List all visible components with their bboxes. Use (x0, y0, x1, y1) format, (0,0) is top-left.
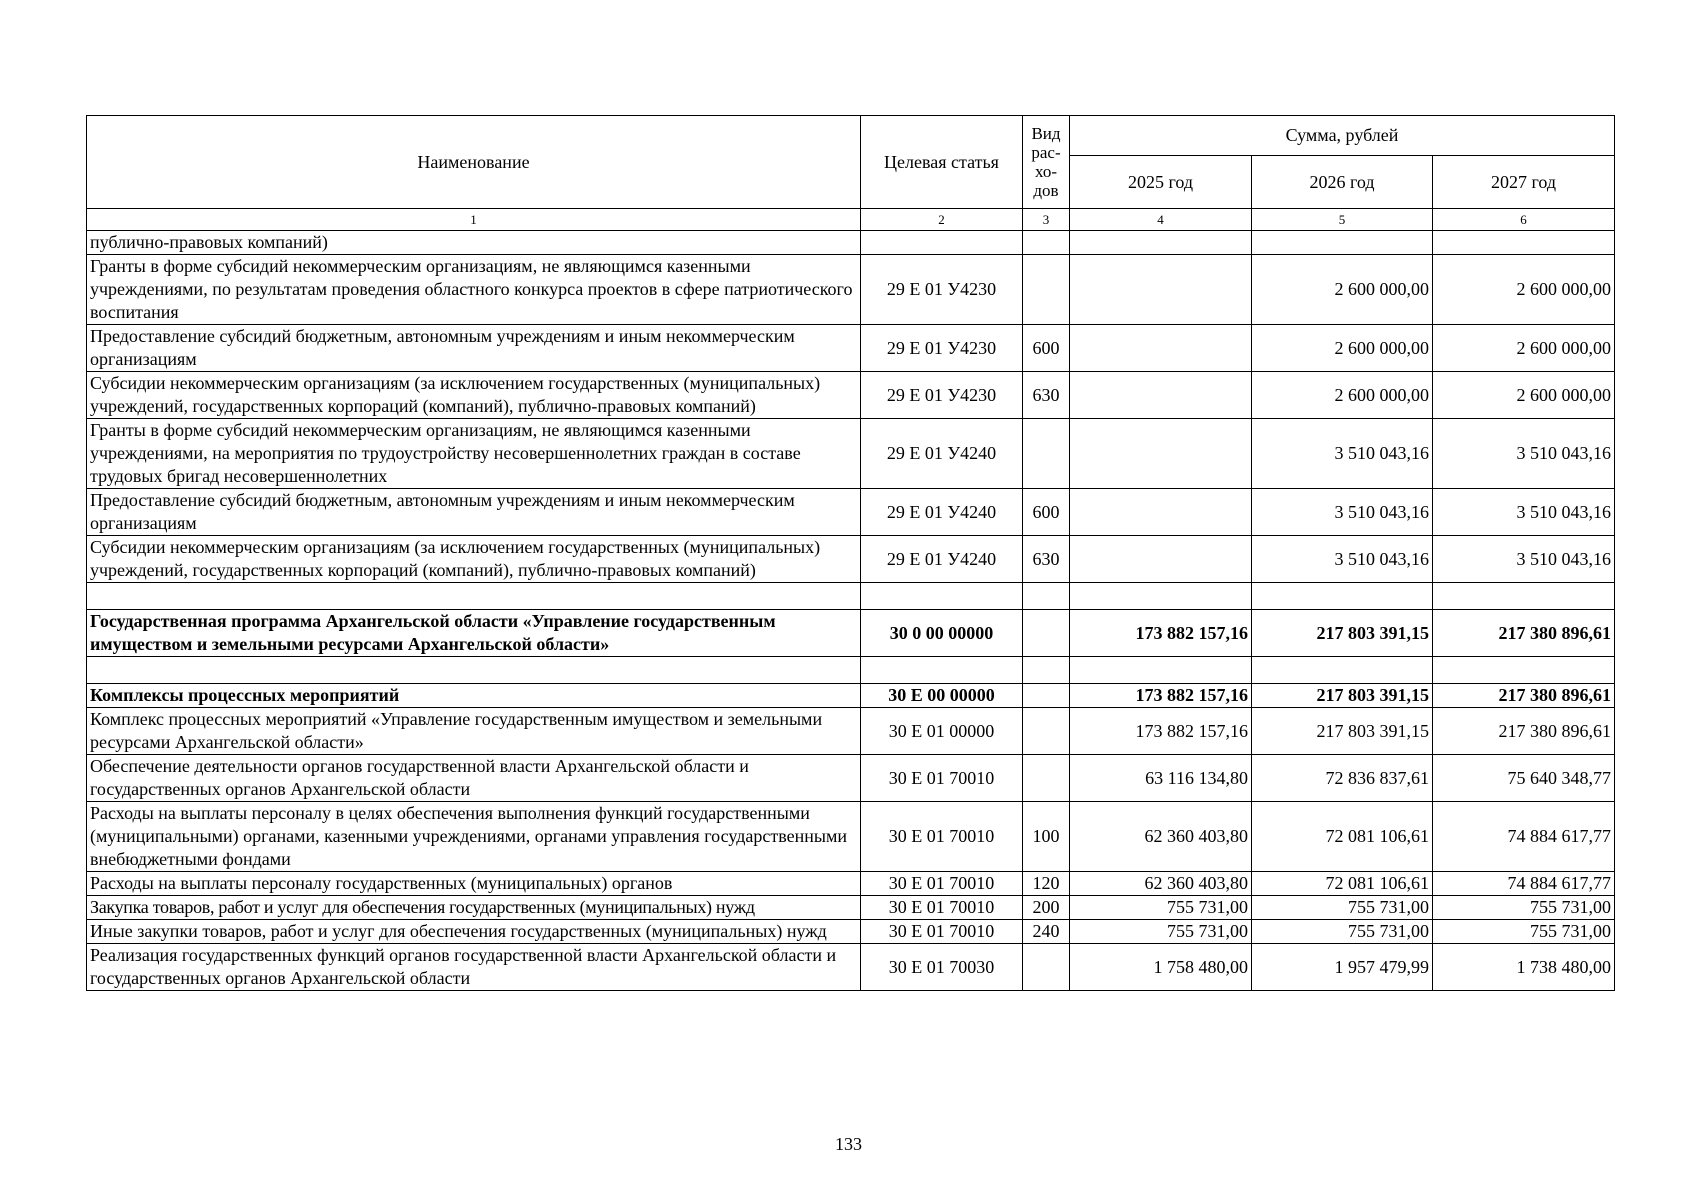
row-sum-2025: 1 758 480,00 (1070, 944, 1252, 991)
row-code: 29 Е 01 У4240 (861, 489, 1023, 536)
row-code: 30 Е 01 70010 (861, 872, 1023, 896)
row-sum-2027 (1433, 657, 1615, 684)
row-sum-2026: 2 600 000,00 (1252, 372, 1433, 419)
row-sum-2025 (1070, 583, 1252, 610)
row-code: 29 Е 01 У4240 (861, 536, 1023, 583)
row-kind (1023, 944, 1070, 991)
row-sum-2025: 173 882 157,16 (1070, 610, 1252, 657)
row-sum-2027: 74 884 617,77 (1433, 802, 1615, 872)
row-sum-2025: 755 731,00 (1070, 920, 1252, 944)
row-name (87, 657, 861, 684)
row-sum-2027 (1433, 583, 1615, 610)
row-name: Гранты в форме субсидий некоммерческим организациям, не являющимся казенными учреждениями, на мероприятия по трудоустройству несовершеннолетних граждан в составе трудовых бригад несовершеннолетних (87, 419, 861, 489)
row-name: Комплексы процессных мероприятий (87, 684, 861, 708)
row-name: Гранты в форме субсидий некоммерческим организациям, не являющимся казенными учреждениями, по результатам проведения областного конкурса проектов в сфере патриотического воспитания (87, 255, 861, 325)
table-row (87, 708, 1615, 755)
row-code (861, 231, 1023, 255)
row-sum-2025: 63 116 134,80 (1070, 755, 1252, 802)
row-sum-2026: 3 510 043,16 (1252, 536, 1433, 583)
row-sum-2026: 755 731,00 (1252, 896, 1433, 920)
row-kind: 630 (1023, 536, 1070, 583)
row-name: Реализация государственных функций органов государственной власти Архангельской области и государственных органов Архангельской области (87, 944, 861, 991)
row-sum-2025 (1070, 231, 1252, 255)
table-row (87, 231, 1615, 255)
empty-row (87, 583, 1615, 610)
column-number: 4 (1070, 209, 1252, 231)
row-kind (1023, 231, 1070, 255)
row-name: Закупка товаров, работ и услуг для обеспечения государственных (муниципальных) нужд (87, 896, 861, 920)
row-kind (1023, 657, 1070, 684)
table-row (87, 325, 1615, 372)
row-code: 29 Е 01 У4230 (861, 325, 1023, 372)
row-code (861, 583, 1023, 610)
row-code (861, 657, 1023, 684)
row-code: 30 0 00 00000 (861, 610, 1023, 657)
row-sum-2027: 217 380 896,61 (1433, 708, 1615, 755)
row-sum-2026: 3 510 043,16 (1252, 419, 1433, 489)
row-sum-2027 (1433, 231, 1615, 255)
table-row (87, 755, 1615, 802)
row-kind: 120 (1023, 872, 1070, 896)
row-sum-2025: 173 882 157,16 (1070, 684, 1252, 708)
row-kind (1023, 583, 1070, 610)
row-sum-2026: 72 836 837,61 (1252, 755, 1433, 802)
row-name: Государственная программа Архангельской области «Управление государственным имуществом и земельными ресурсами Архангельской области» (87, 610, 861, 657)
row-name: Расходы на выплаты персоналу в целях обеспечения выполнения функций государственными (муниципальными) органами, казенными учреждениями, органами управления государственными внебюджетными фондами (87, 802, 861, 872)
row-sum-2025: 62 360 403,80 (1070, 802, 1252, 872)
row-sum-2025: 755 731,00 (1070, 896, 1252, 920)
header-expense-kind: Вид рас- хо- дов (1023, 116, 1070, 209)
row-name (87, 583, 861, 610)
row-code: 30 Е 01 70010 (861, 755, 1023, 802)
row-sum-2027: 755 731,00 (1433, 920, 1615, 944)
row-name: Предоставление субсидий бюджетным, автономным учреждениям и иным некоммерческим организациям (87, 489, 861, 536)
row-sum-2025 (1070, 489, 1252, 536)
table-row (87, 489, 1615, 536)
table-row (87, 896, 1615, 920)
row-sum-2025: 173 882 157,16 (1070, 708, 1252, 755)
row-sum-2027: 2 600 000,00 (1433, 255, 1615, 325)
row-sum-2026: 217 803 391,15 (1252, 684, 1433, 708)
row-kind: 630 (1023, 372, 1070, 419)
column-number: 3 (1023, 209, 1070, 231)
row-sum-2027: 2 600 000,00 (1433, 325, 1615, 372)
row-sum-2027: 2 600 000,00 (1433, 372, 1615, 419)
empty-row (87, 657, 1615, 684)
row-sum-2026: 217 803 391,15 (1252, 610, 1433, 657)
row-code: 29 Е 01 У4230 (861, 372, 1023, 419)
row-sum-2026 (1252, 231, 1433, 255)
row-sum-2025 (1070, 657, 1252, 684)
row-kind: 100 (1023, 802, 1070, 872)
row-sum-2025 (1070, 255, 1252, 325)
row-sum-2026: 3 510 043,16 (1252, 489, 1433, 536)
table-row (87, 872, 1615, 896)
table-row (87, 920, 1615, 944)
header-year-2025: 2025 год (1070, 156, 1252, 209)
page-number: 133 (835, 1134, 862, 1154)
row-sum-2027: 217 380 896,61 (1433, 610, 1615, 657)
row-name: Иные закупки товаров, работ и услуг для обеспечения государственных (муниципальных) нужд (87, 920, 861, 944)
table-row (87, 255, 1615, 325)
row-code: 30 Е 01 70010 (861, 920, 1023, 944)
row-name: Субсидии некоммерческим организациям (за исключением государственных (муниципальных) учреждений, государственных корпораций (компаний), публично-правовых компаний) (87, 372, 861, 419)
budget-table (86, 115, 1615, 991)
row-sum-2026 (1252, 583, 1433, 610)
row-kind (1023, 255, 1070, 325)
row-kind: 600 (1023, 325, 1070, 372)
row-kind (1023, 684, 1070, 708)
column-number: 5 (1252, 209, 1433, 231)
row-kind: 200 (1023, 896, 1070, 920)
row-sum-2026: 72 081 106,61 (1252, 802, 1433, 872)
row-sum-2025 (1070, 372, 1252, 419)
row-sum-2025 (1070, 536, 1252, 583)
row-sum-2027: 755 731,00 (1433, 896, 1615, 920)
row-code: 29 Е 01 У4230 (861, 255, 1023, 325)
table-row (87, 802, 1615, 872)
header-target-article: Целевая статья (861, 116, 1023, 209)
table-row (87, 419, 1615, 489)
column-number: 1 (87, 209, 861, 231)
row-kind: 240 (1023, 920, 1070, 944)
row-sum-2027: 75 640 348,77 (1433, 755, 1615, 802)
row-code: 30 Е 01 70030 (861, 944, 1023, 991)
row-sum-2027: 74 884 617,77 (1433, 872, 1615, 896)
row-sum-2026: 755 731,00 (1252, 920, 1433, 944)
row-sum-2026: 72 081 106,61 (1252, 872, 1433, 896)
row-code: 30 Е 01 70010 (861, 802, 1023, 872)
header-year-2026: 2026 год (1252, 156, 1433, 209)
row-sum-2027: 3 510 043,16 (1433, 419, 1615, 489)
row-sum-2027: 3 510 043,16 (1433, 489, 1615, 536)
header-sum: Сумма, рублей (1070, 116, 1615, 156)
row-code: 30 Е 01 70010 (861, 896, 1023, 920)
row-name: публично-правовых компаний) (87, 231, 861, 255)
row-code: 29 Е 01 У4240 (861, 419, 1023, 489)
row-sum-2027: 1 738 480,00 (1433, 944, 1615, 991)
row-kind (1023, 708, 1070, 755)
table-row-program (87, 610, 1615, 657)
row-sum-2026 (1252, 657, 1433, 684)
row-kind (1023, 419, 1070, 489)
row-sum-2026: 2 600 000,00 (1252, 255, 1433, 325)
row-sum-2026: 1 957 479,99 (1252, 944, 1433, 991)
header-name: Наименование (87, 116, 861, 209)
row-sum-2025 (1070, 419, 1252, 489)
table-row (87, 372, 1615, 419)
row-sum-2026: 217 803 391,15 (1252, 708, 1433, 755)
row-name: Субсидии некоммерческим организациям (за исключением государственных (муниципальных) учреждений, государственных корпораций (компаний), публично-правовых компаний) (87, 536, 861, 583)
row-kind: 600 (1023, 489, 1070, 536)
column-number: 6 (1433, 209, 1615, 231)
row-sum-2027: 3 510 043,16 (1433, 536, 1615, 583)
row-kind (1023, 755, 1070, 802)
row-sum-2027: 217 380 896,61 (1433, 684, 1615, 708)
table-row-subtotal (87, 684, 1615, 708)
column-number: 2 (861, 209, 1023, 231)
table-row (87, 944, 1615, 991)
row-sum-2026: 2 600 000,00 (1252, 325, 1433, 372)
row-code: 30 Е 01 00000 (861, 708, 1023, 755)
row-kind (1023, 610, 1070, 657)
row-sum-2025 (1070, 325, 1252, 372)
header-year-2027: 2027 год (1433, 156, 1615, 209)
row-name: Расходы на выплаты персоналу государственных (муниципальных) органов (87, 872, 861, 896)
row-name: Комплекс процессных мероприятий «Управление государственным имуществом и земельными ресурсами Архангельской области» (87, 708, 861, 755)
row-name: Обеспечение деятельности органов государственной власти Архангельской области и государственных органов Архангельской области (87, 755, 861, 802)
table-row (87, 536, 1615, 583)
row-name: Предоставление субсидий бюджетным, автономным учреждениям и иным некоммерческим организациям (87, 325, 861, 372)
row-sum-2025: 62 360 403,80 (1070, 872, 1252, 896)
row-code: 30 Е 00 00000 (861, 684, 1023, 708)
